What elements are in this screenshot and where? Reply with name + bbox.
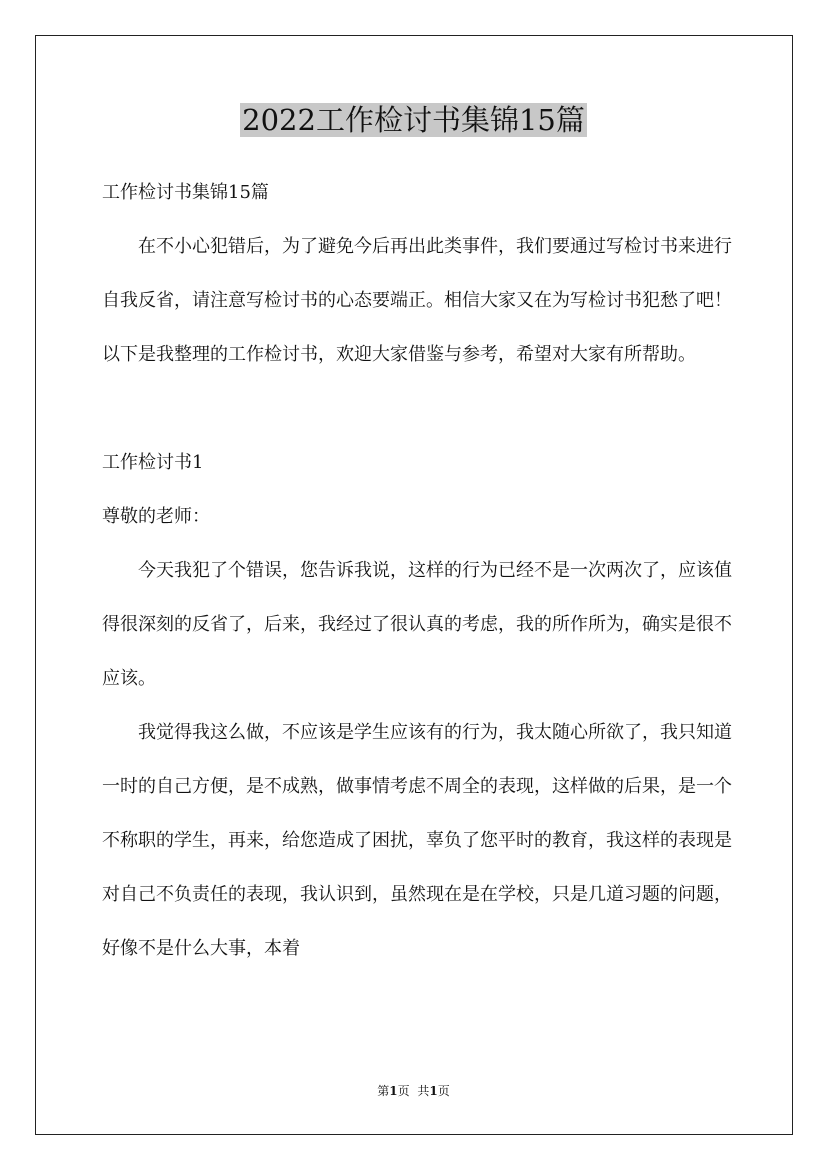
section-spacer [102, 382, 732, 436]
page-number: 1 [389, 1084, 398, 1098]
body-paragraph-1: 今天我犯了个错误，您告诉我说，这样的行为已经不是一次两次了，应该值得很深刻的反省了，后来，我经过了很认真的考虑，我的所作所为，确实是很不应该。 [102, 560, 732, 689]
body-paragraph-2: 我觉得我这么做，不应该是学生应该有的行为，我太随心所欲了，我只知道一时的自己方便，是不成熟，做事情考虑不周全的表现，这样做的后果，是一个不称职的学生，再来，给您造成了困扰，辜负了您平时的教育，我这样的表现是对自己不负责任的表现，我认识到，虽然现在是在学校，只是几道习题的问题，好像不是什么大事，本着 [102, 722, 732, 959]
intro-paragraph: 在不小心犯错后，为了避免今后再出此类事件，我们要通过写检讨书来进行自我反省，请注意写检讨书的心态要端正。相信大家又在为写检讨书犯愁了吧！以下是我整理的工作检讨书，欢迎大家借鉴与参考，希望对大家有所帮助。 [102, 236, 732, 365]
document-body [102, 166, 732, 976]
section-heading: 工作检讨书1 [102, 452, 204, 473]
page-footer [0, 1083, 827, 1099]
total-suffix: 页 [437, 1084, 450, 1098]
page-prefix: 第 [377, 1084, 390, 1098]
document-title [0, 100, 827, 140]
document-title-text: 2022工作检讨书集锦15篇 [242, 103, 585, 137]
salutation: 尊敬的老师： [102, 506, 210, 527]
document-subtitle: 工作检讨书集锦15篇 [102, 182, 269, 203]
total-prefix: 共 [417, 1084, 430, 1098]
page-suffix: 页 [397, 1084, 410, 1098]
total-pages: 1 [429, 1084, 438, 1098]
